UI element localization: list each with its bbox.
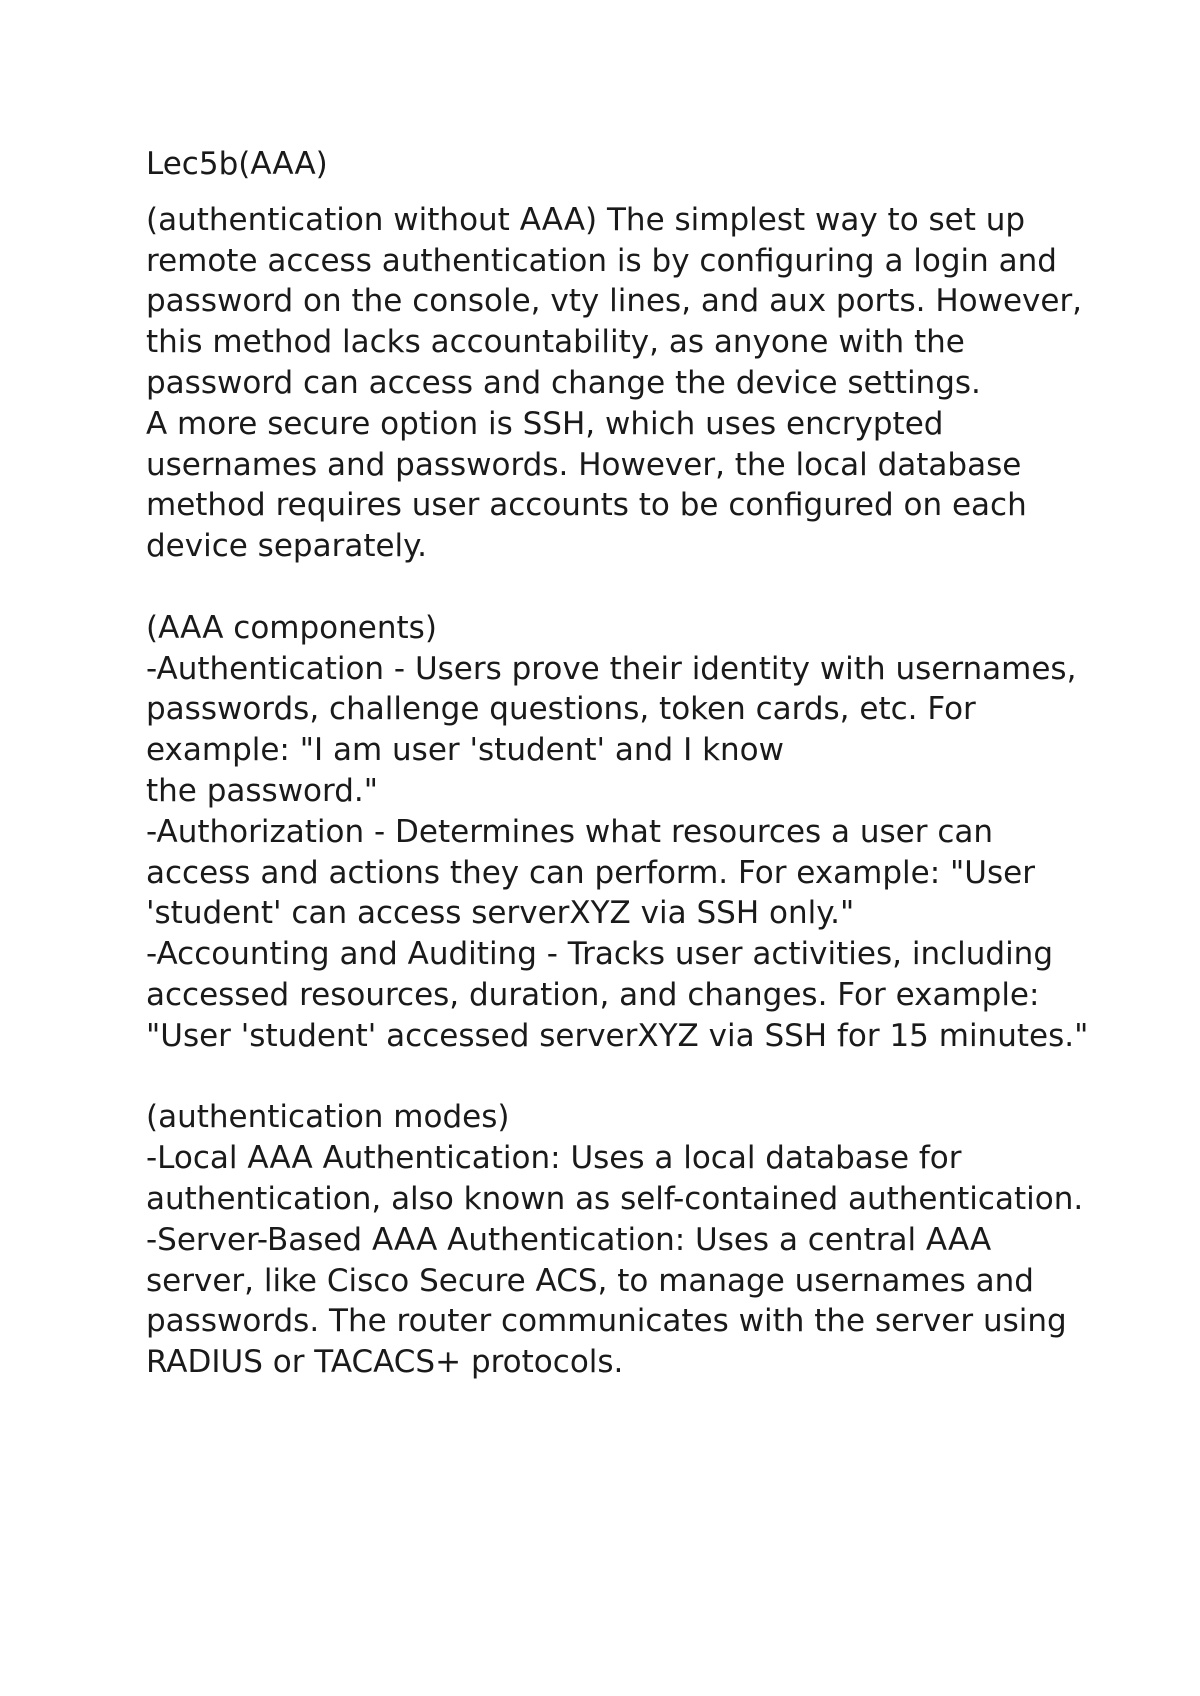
item-accounting: -Accounting and Auditing - Tracks user activities, including accessed resources, duration, and changes. For example: "User 'student' accessed serverXYZ via SSH for 15 minutes." (146, 936, 1089, 1054)
paragraph-auth-without-aaa: (authentication without AAA) The simplest way to set up remote access authentication is by configuring a login and password on the console, vty lines, and aux ports. However, this method lacks accountability, as anyone with the password can access and change the device settings. (146, 201, 1083, 401)
heading-aaa-components: (AAA components) (146, 609, 437, 646)
heading-authentication-modes: (authentication modes) (146, 1099, 510, 1136)
item-authentication (146, 649, 1106, 812)
item-authorization: -Authorization - Determines what resources a user can access and actions they can perform. For example: "User 'student' can access serverXYZ via SSH only." (146, 813, 1035, 932)
paragraph-ssh-option: A more secure option is SSH, which uses encrypted usernames and passwords. However, the local database method requires user accounts to be configured on each device separately. (146, 405, 1027, 565)
paragraph-spacer (146, 1057, 1106, 1098)
paragraph-spacer (146, 567, 1106, 608)
item-authentication-text: -Authentication - Users prove their identity with usernames, passwords, challenge questions, token cards, etc. For example: "I am user 'student' and I know (146, 650, 1077, 769)
document-body (146, 144, 1106, 1383)
item-authentication-tail: the password." (146, 772, 379, 809)
document-title: Lec5b(AAA) (146, 146, 328, 182)
item-server-based-aaa: -Server-Based AAA Authentication: Uses a central AAA server, like Cisco Secure ACS, to manage usernames and passwords. The router communicates with the server using RADIUS or TACACS+ protocols. (146, 1221, 1067, 1381)
item-local-aaa: -Local AAA Authentication: Uses a local database for authentication, also known as self-contained authentication. (146, 1140, 1084, 1217)
